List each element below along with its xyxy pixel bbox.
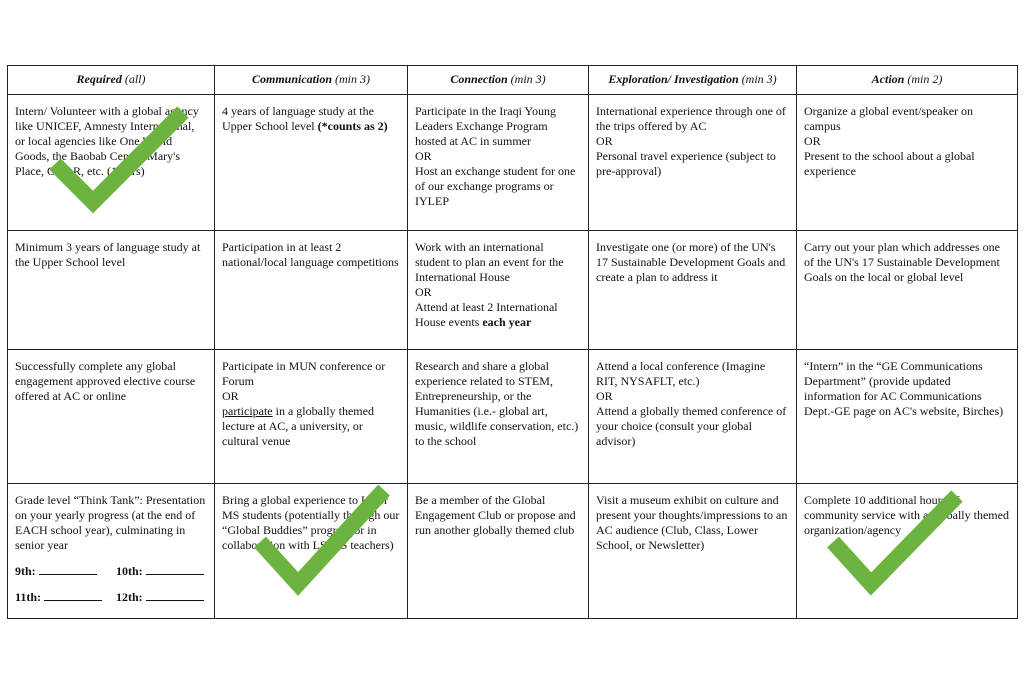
- cell-communication-4: Bring a global experience to LS or MS students (potentially through our “Global Buddies” program or in collaboration with LS/MS teachers): [215, 484, 408, 619]
- cell-communication-3: Participate in MUN conference or Forum OR participate in a globally themed lecture at AC, a university, or cultural venue: [215, 350, 408, 484]
- grade-12-blank[interactable]: [146, 589, 204, 601]
- cell-connection-1: Participate in the Iraqi Young Leaders Exchange Program hosted at AC in summer OR Host an exchange student for one of our exchange programs or IYLEP: [408, 95, 589, 231]
- header-action: Action (min 2): [797, 66, 1018, 95]
- cell-communication-2: Participation in at least 2 national/local language competitions: [215, 231, 408, 350]
- table-row: [8, 350, 1018, 484]
- header-row: [8, 66, 1018, 95]
- grade-line-1: 9th: 10th:: [15, 563, 207, 579]
- grade-11-blank[interactable]: [44, 589, 102, 601]
- cell-required-1: Intern/ Volunteer with a global agency like UNICEF, Amnesty International, or local agencies like One World Goods, the Baobab Center, Mary's Place, ONAR, etc. (10 hrs): [8, 95, 215, 231]
- requirements-table: [7, 65, 1018, 619]
- cell-connection-2: Work with an international student to plan an event for the International House OR Attend at least 2 International House events each year: [408, 231, 589, 350]
- header-exploration: Exploration/ Investigation (min 3): [589, 66, 797, 95]
- cell-connection-4: Be a member of the Global Engagement Club or propose and run another globally themed club: [408, 484, 589, 619]
- cell-action-3: “Intern” in the “GE Communications Department” (provide updated information for AC Communications Dept.-GE page on AC's website, Birches): [797, 350, 1018, 484]
- cell-action-1: Organize a global event/speaker on campus OR Present to the school about a global experience: [797, 95, 1018, 231]
- cell-exploration-3: Attend a local conference (Imagine RIT, NYSAFLT, etc.) OR Attend a globally themed conference of your choice (consult your global advisor): [589, 350, 797, 484]
- cell-required-4: Grade level “Think Tank”: Presentation on your yearly progress (at the end of EACH school year), culminating in senior year 9th: 10th: 11th: 12th:: [8, 484, 215, 619]
- cell-action-2: Carry out your plan which addresses one of the UN's 17 Sustainable Development Goals on the local or global level: [797, 231, 1018, 350]
- header-required: Required (all): [8, 66, 215, 95]
- cell-exploration-4: Visit a museum exhibit on culture and present your thoughts/impressions to an AC audience (Club, Class, Lower School, or Newsletter): [589, 484, 797, 619]
- grade-10-blank[interactable]: [146, 563, 204, 575]
- requirements-sheet: [7, 65, 1017, 619]
- cell-exploration-1: International experience through one of the trips offered by AC OR Personal travel experience (subject to pre-approval): [589, 95, 797, 231]
- cell-exploration-2: Investigate one (or more) of the UN's 17 Sustainable Development Goals and create a plan to address it: [589, 231, 797, 350]
- table-row: [8, 484, 1018, 619]
- header-connection: Connection (min 3): [408, 66, 589, 95]
- grade-9-blank[interactable]: [39, 563, 97, 575]
- cell-connection-3: Research and share a global experience related to STEM, Entrepreneurship, or the Humanities (i.e.- global art, music, wildlife conservation, etc.) to the school: [408, 350, 589, 484]
- header-communication: Communication (min 3): [215, 66, 408, 95]
- table-row: [8, 95, 1018, 231]
- grade-line-2: 11th: 12th:: [15, 589, 207, 605]
- cell-required-3: Successfully complete any global engagement approved elective course offered at AC or online: [8, 350, 215, 484]
- cell-required-2: Minimum 3 years of language study at the Upper School level: [8, 231, 215, 350]
- table-row: [8, 231, 1018, 350]
- cell-communication-1: 4 years of language study at the Upper School level (*counts as 2): [215, 95, 408, 231]
- cell-action-4: Complete 10 additional hours of community service with a globally themed organization/agency: [797, 484, 1018, 619]
